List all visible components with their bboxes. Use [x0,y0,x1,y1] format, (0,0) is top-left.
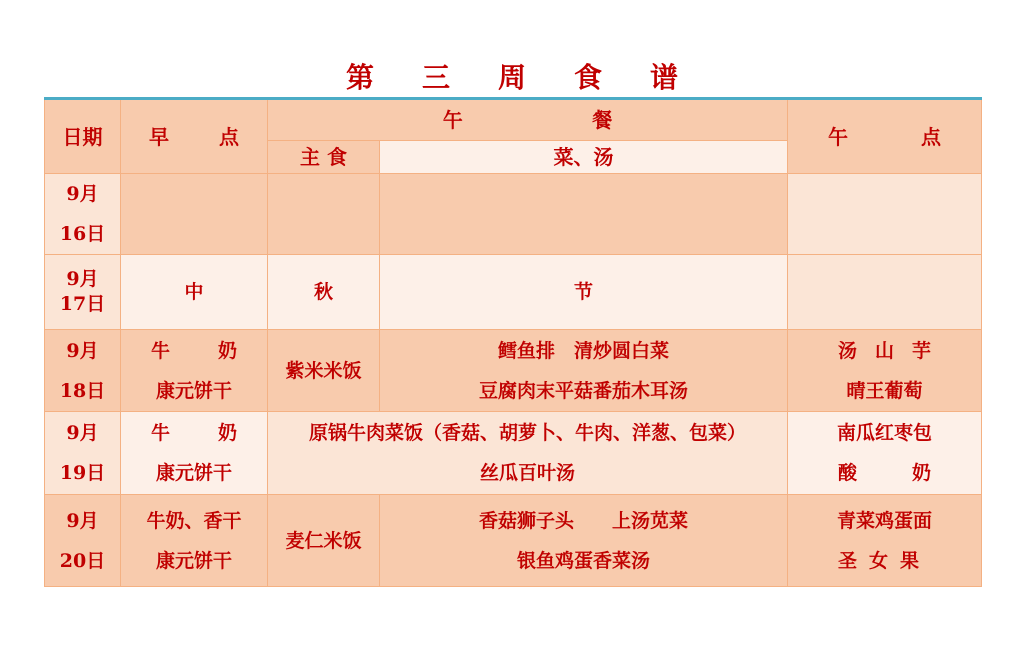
dishes-cell: 鳕鱼排 清炒圆白菜 豆腐肉末平菇番茄木耳汤 [380,330,788,412]
breakfast-cell [121,174,268,255]
title-char: 三 [421,61,450,94]
date-cell: 9月 19日 [45,412,121,495]
staple-cell: 紫米米饭 [268,330,380,412]
menu-table [44,97,982,587]
dishes-cell [380,174,788,255]
header-lunch: 午 餐 [268,99,788,141]
breakfast-cell: 牛 奶 康元饼干 [121,412,268,495]
header-staple: 主 食 [268,141,380,174]
snack-cell: 汤 山 芋 晴王葡萄 [788,330,982,412]
header-date: 日期 [45,99,121,174]
date-cell: 9月 17日 [45,255,121,330]
dishes-cell: 香菇狮子头 上汤苋菜 银鱼鸡蛋香菜汤 [380,495,788,587]
holiday-char-2: 秋 [268,255,380,330]
breakfast-cell: 牛 奶 康元饼干 [121,330,268,412]
header-snack: 午 点 [788,99,982,174]
date-cell: 9月 20日 [45,495,121,587]
page-title [0,56,1024,96]
snack-cell [788,255,982,330]
title-char: 周 [497,61,526,94]
header-dishes: 菜、汤 [380,141,788,174]
title-char: 第 [345,61,374,94]
snack-cell: 青菜鸡蛋面 圣女果 [788,495,982,587]
title-char: 谱 [650,61,679,94]
snack-cell: 南瓜红枣包 酸 奶 [788,412,982,495]
combined-lunch-cell: 原锅牛肉菜饭（香菇、胡萝卜、牛肉、洋葱、包菜） 丝瓜百叶汤 [268,412,788,495]
holiday-char-3: 节 [380,255,788,330]
breakfast-cell: 牛奶、香干 康元饼干 [121,495,268,587]
date-cell: 9月 18日 [45,330,121,412]
snack-cell [788,174,982,255]
holiday-char-1: 中 [121,255,268,330]
header-breakfast: 早 点 [121,99,268,174]
staple-cell [268,174,380,255]
date-cell: 9月 16日 [45,174,121,255]
title-char: 食 [574,61,603,94]
staple-cell: 麦仁米饭 [268,495,380,587]
